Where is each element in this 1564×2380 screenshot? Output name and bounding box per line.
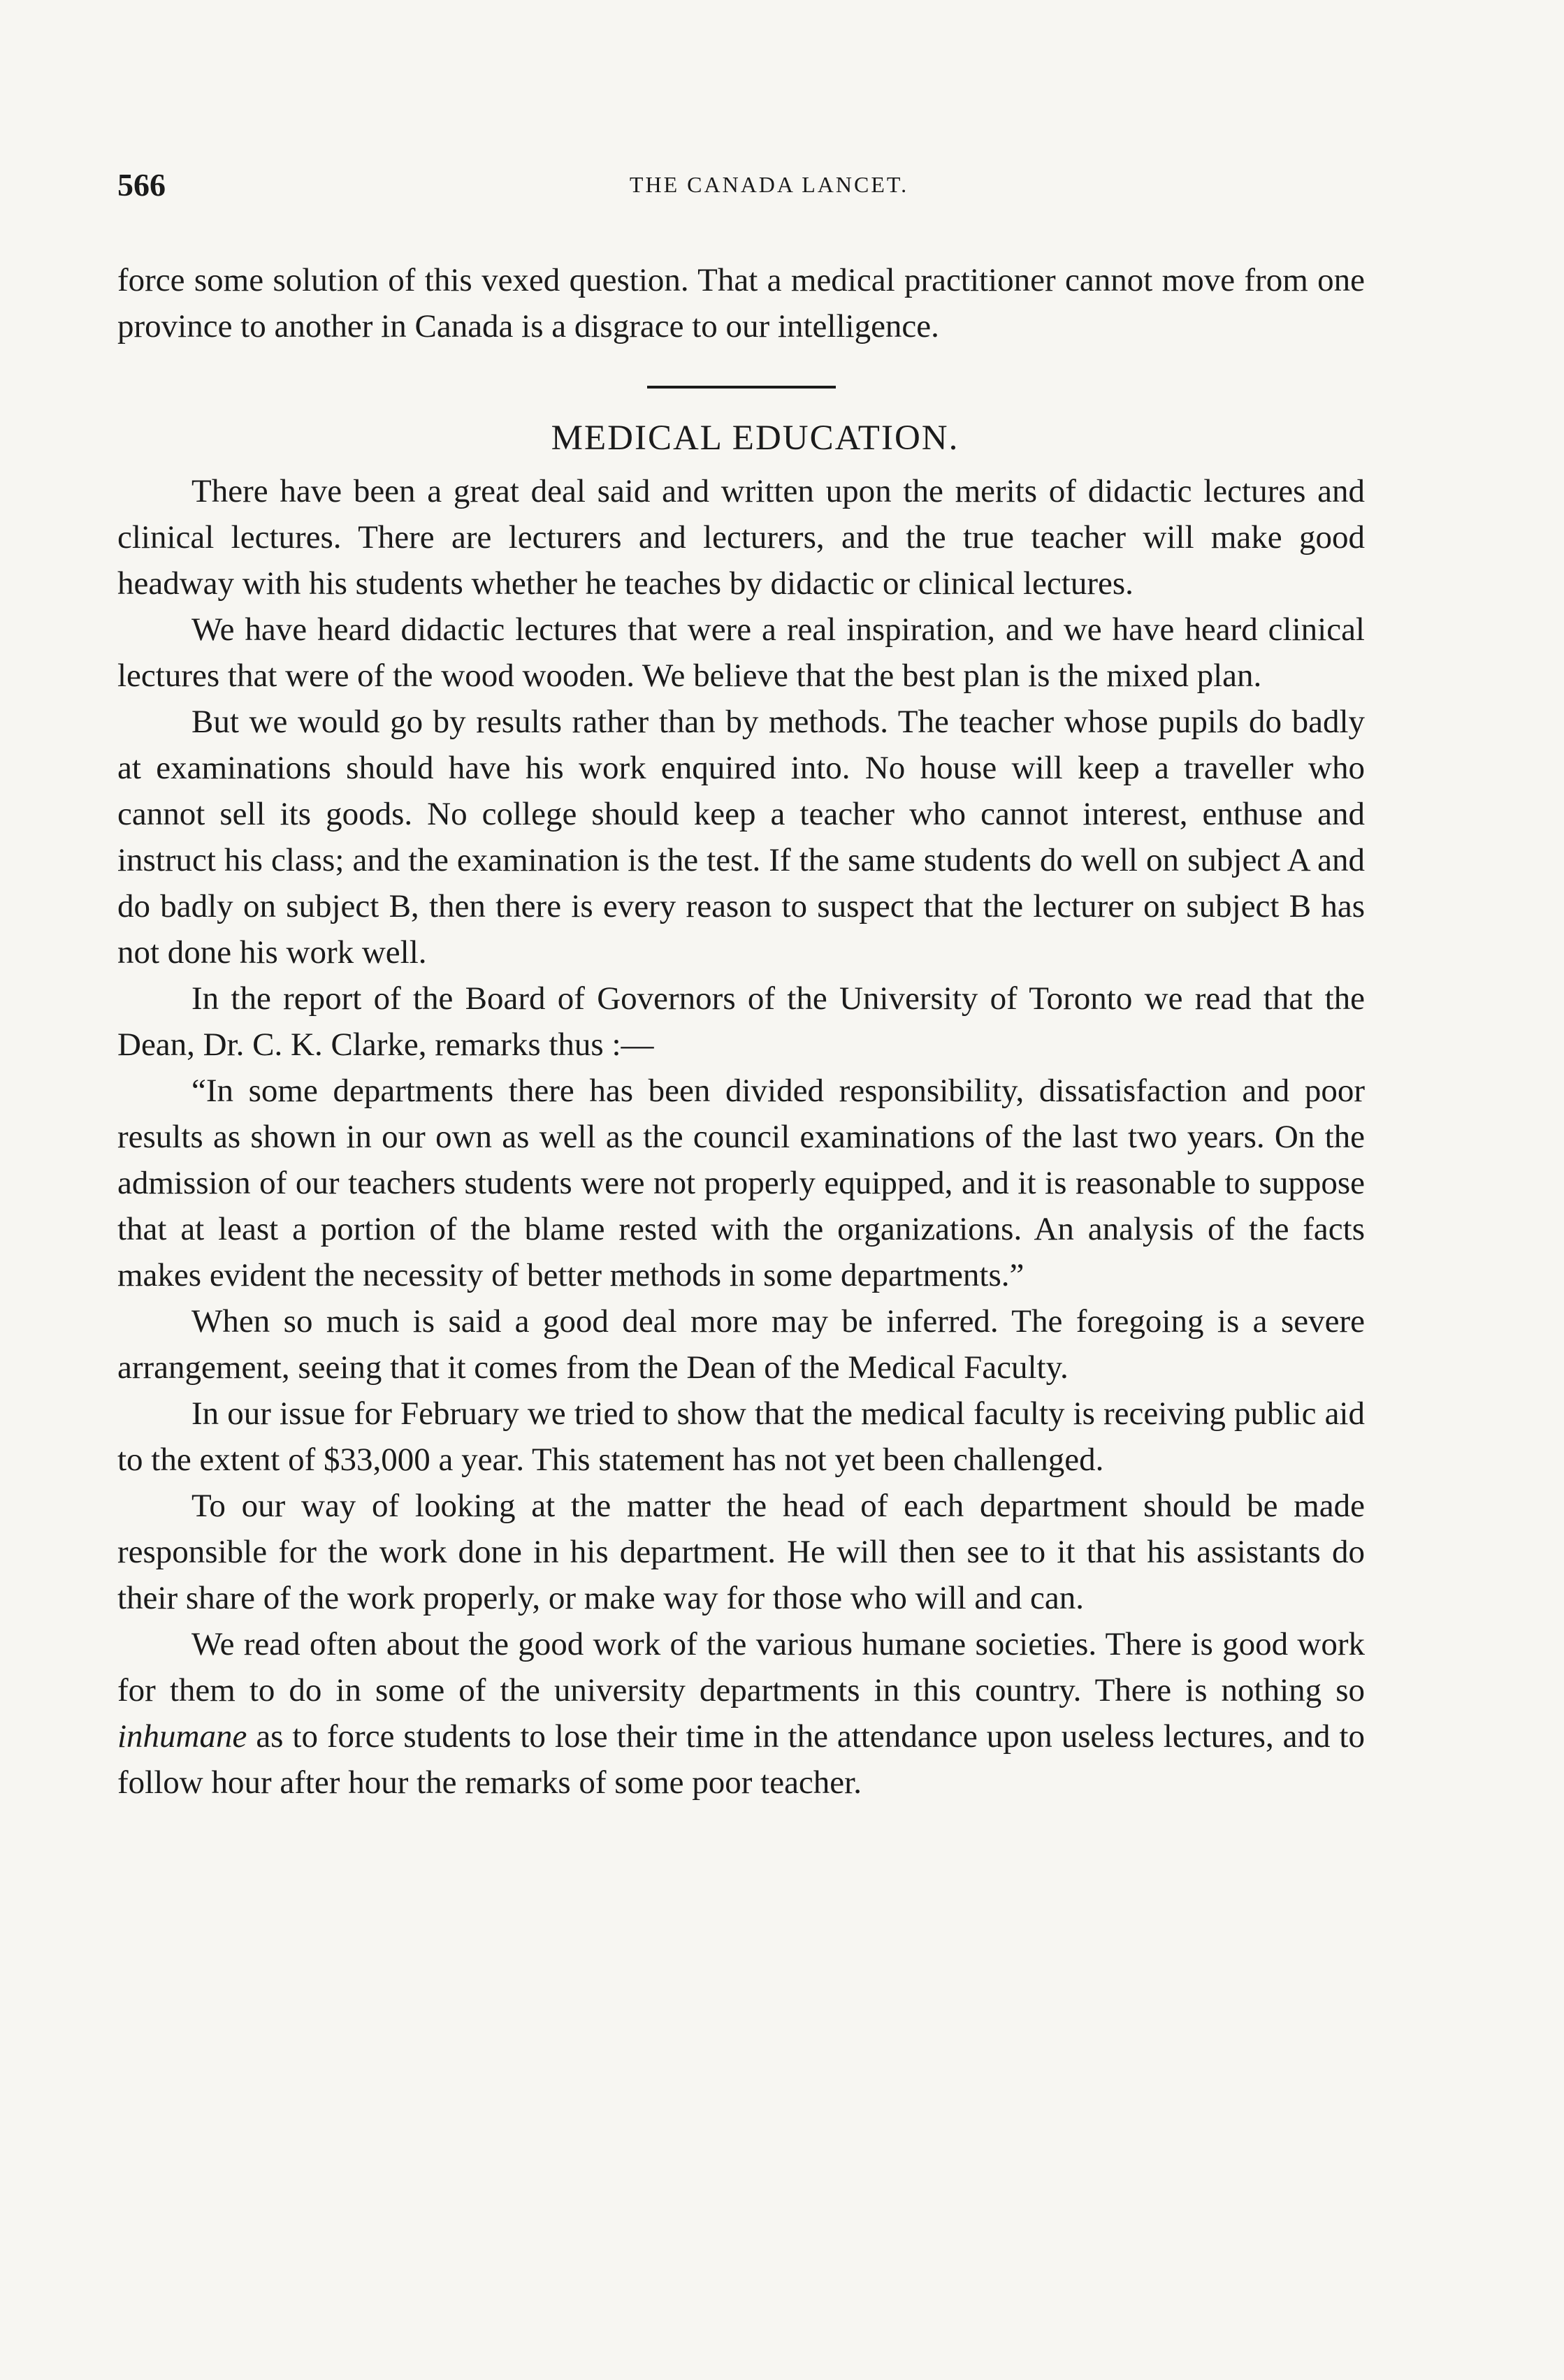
section-title: MEDICAL EDUCATION. bbox=[551, 419, 960, 458]
section-divider bbox=[647, 386, 836, 389]
page-header bbox=[117, 166, 1365, 208]
continuation-paragraph: force some solution of this vexed question. That a medical practitioner cannot move from one province to another in Canada is a disgrace to our intelligence. bbox=[117, 262, 1365, 344]
quotation-paragraph: “In some departments there has been divided responsibility, dissatisfaction and poor results as shown in our own as well as the council examinations of the last two years. On the admission of our teachers students were not properly equipped, and it is reasonable to suppose that at least a portion of the blame rested with the organizations. An analysis of the facts makes evident the necessity of better methods in some departments.” bbox=[117, 1073, 1365, 1293]
paragraph-3: But we would go by results rather than by methods. The teacher whose pupils do badly at examinations should have his work enquired into. No house will keep a traveller who cannot sell its goods. No college should keep a teacher who cannot interest, enthuse and instruct his class; and the examination is the test. If the same students do well on subject A and do badly on subject B, then there is every reason to suspect that the lecturer on subject B has not done his work well. bbox=[117, 704, 1365, 971]
paragraph-9-text-b: as to force students to lose their time in the attendance upon useless lectures, and to follow hour after hour the remarks of some poor teacher. bbox=[117, 1718, 1365, 1801]
paragraph-8: To our way of looking at the matter the head of each department should be made responsible for the work done in his department. He will then see to it that his assistants do their share of the work properly, or make way for those who will and can. bbox=[117, 1488, 1365, 1616]
paragraph-4: In the report of the Board of Governors of the University of Toronto we read that the Dean, Dr. C. K. Clarke, remarks thus :— bbox=[117, 980, 1365, 1063]
paragraph-7: In our issue for February we tried to show that the medical faculty is receiving public aid to the extent of $33,000 a year. This statement has not yet been challenged. bbox=[117, 1395, 1365, 1478]
emphasis-inhumane: inhumane bbox=[117, 1718, 247, 1755]
article-body bbox=[117, 257, 1365, 1806]
paragraph-9 bbox=[117, 1621, 1365, 1806]
running-head: THE CANADA LANCET. bbox=[629, 172, 909, 197]
page-number: 566 bbox=[117, 167, 166, 203]
paragraph-1: There have been a great deal said and written upon the merits of didactic lectures and clinical lectures. There are lecturers and lecturers, and the true teacher will make good headway with his students whether he teaches by didactic or clinical lectures. bbox=[117, 473, 1365, 602]
paragraph-2: We have heard didactic lectures that were a real inspiration, and we have heard clinical lectures that were of the wood wooden. We believe that the best plan is the mixed plan. bbox=[117, 611, 1365, 694]
paragraph-6: When so much is said a good deal more may be inferred. The foregoing is a severe arrangement, seeing that it comes from the Dean of the Medical Faculty. bbox=[117, 1303, 1365, 1386]
paragraph-9-text-a: We read often about the good work of the various humane societies. There is good work for them to do in some of the university departments in this country. There is nothing so bbox=[117, 1626, 1365, 1708]
